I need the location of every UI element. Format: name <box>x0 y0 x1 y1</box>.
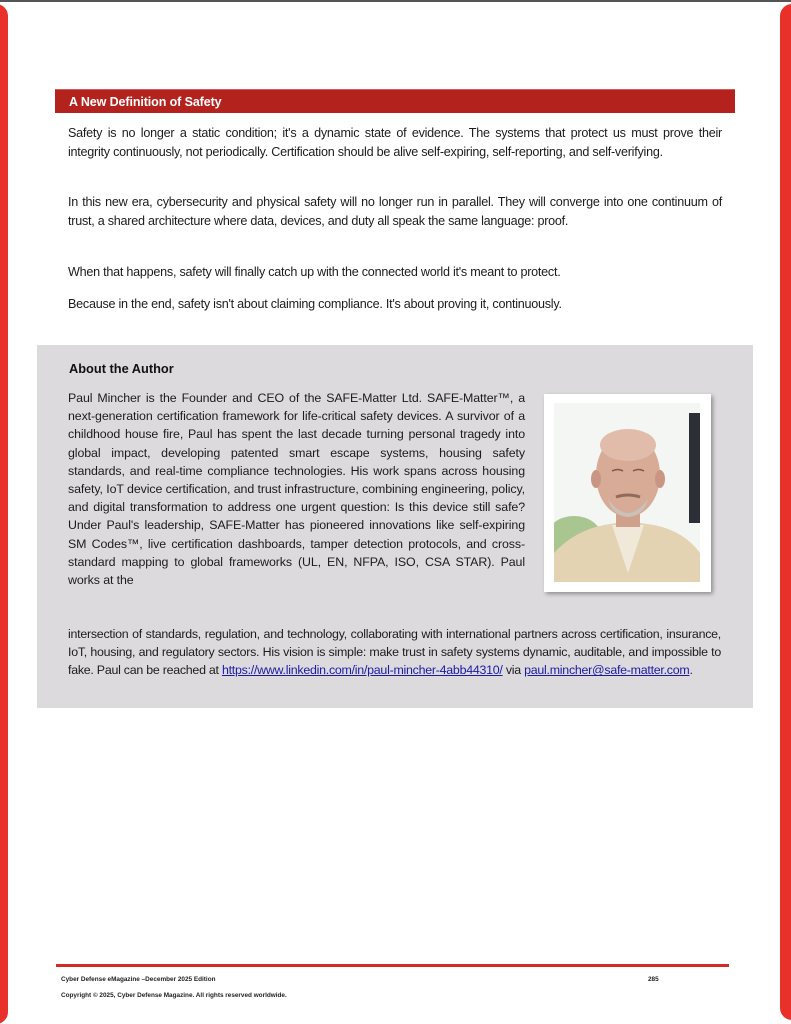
left-red-border <box>0 4 8 1024</box>
linkedin-link[interactable]: https://www.linkedin.com/in/paul-mincher-4abb44310/ <box>221 663 503 678</box>
author-heading: About the Author <box>69 361 174 376</box>
page-top-edge <box>0 0 791 2</box>
footer-publication: Cyber Defense eMagazine –December 2025 Edition <box>61 976 216 983</box>
paragraph-4: Because in the end, safety isn't about claiming compliance. It's about proving it, continuously. <box>68 297 562 311</box>
author-bio-continued <box>68 625 721 680</box>
section-title: A New Definition of Safety <box>69 95 222 109</box>
footer-divider <box>56 964 729 967</box>
author-bio-text: intersection of standards, regulation, and technology, collaborating with international partners across certification, insurance, IoT, housing, and regulatory sectors. His vision is simple: make trust in safety systems dynamic, auditable, and impossible to fake. Paul can be reached at <box>68 627 721 678</box>
paragraph-3: When that happens, safety will finally catch up with the connected world it's meant to protect. <box>68 265 561 279</box>
photo-ear-right <box>655 470 665 488</box>
paragraph-2: In this new era, cybersecurity and physical safety will no longer run in parallel. They will converge into one continuum of trust, a shared architecture where data, devices, and duty all speak the same language: proof. <box>68 195 722 228</box>
photo-dark-post <box>689 413 700 523</box>
author-bio-wrapped: Paul Mincher is the Founder and CEO of the SAFE-Matter Ltd. SAFE-Matter™, a next-generation certification framework for life-critical safety devices. A survivor of a childhood house fire, Paul has spent the last decade turning personal tragedy into global impact, developing patented smart escape systems, housing safety standards, and real-time compliance technologies. His work spans across housing safety, IoT device certification, and trust infrastructure, combining engineering, policy, and digital transformation to address one urgent question: Is this device still safe? Under Paul's leadership, SAFE-Matter has pioneered innovations like self-expiring SM Codes™, live certification dashboards, tamper detection protocols, and cross-standard mapping to global frameworks (UL, EN, NFPA, ISO, CSA STAR). Paul works at the <box>68 391 525 588</box>
email-link[interactable]: paul.mincher@safe-matter.com <box>524 663 690 678</box>
footer-copyright: Copyright © 2025, Cyber Defense Magazine. All rights reserved worldwide. <box>61 992 287 999</box>
portrait-illustration <box>554 403 700 582</box>
author-photo <box>554 403 700 582</box>
section-header-bar <box>55 89 735 113</box>
paragraph-1: Safety is no longer a static condition; it's a dynamic state of evidence. The systems that protect us must prove their integrity continuously, not periodically. Certification should be alive self-expiring, self-reporting, and self-verifying. <box>68 126 722 159</box>
photo-scalp <box>600 429 656 461</box>
end-punctuation: . <box>689 663 693 678</box>
footer-page-number: 285 <box>648 976 659 983</box>
right-red-border <box>780 4 791 1020</box>
photo-ear-left <box>591 470 601 488</box>
via-text: via <box>505 663 521 678</box>
author-photo-frame <box>544 394 711 592</box>
